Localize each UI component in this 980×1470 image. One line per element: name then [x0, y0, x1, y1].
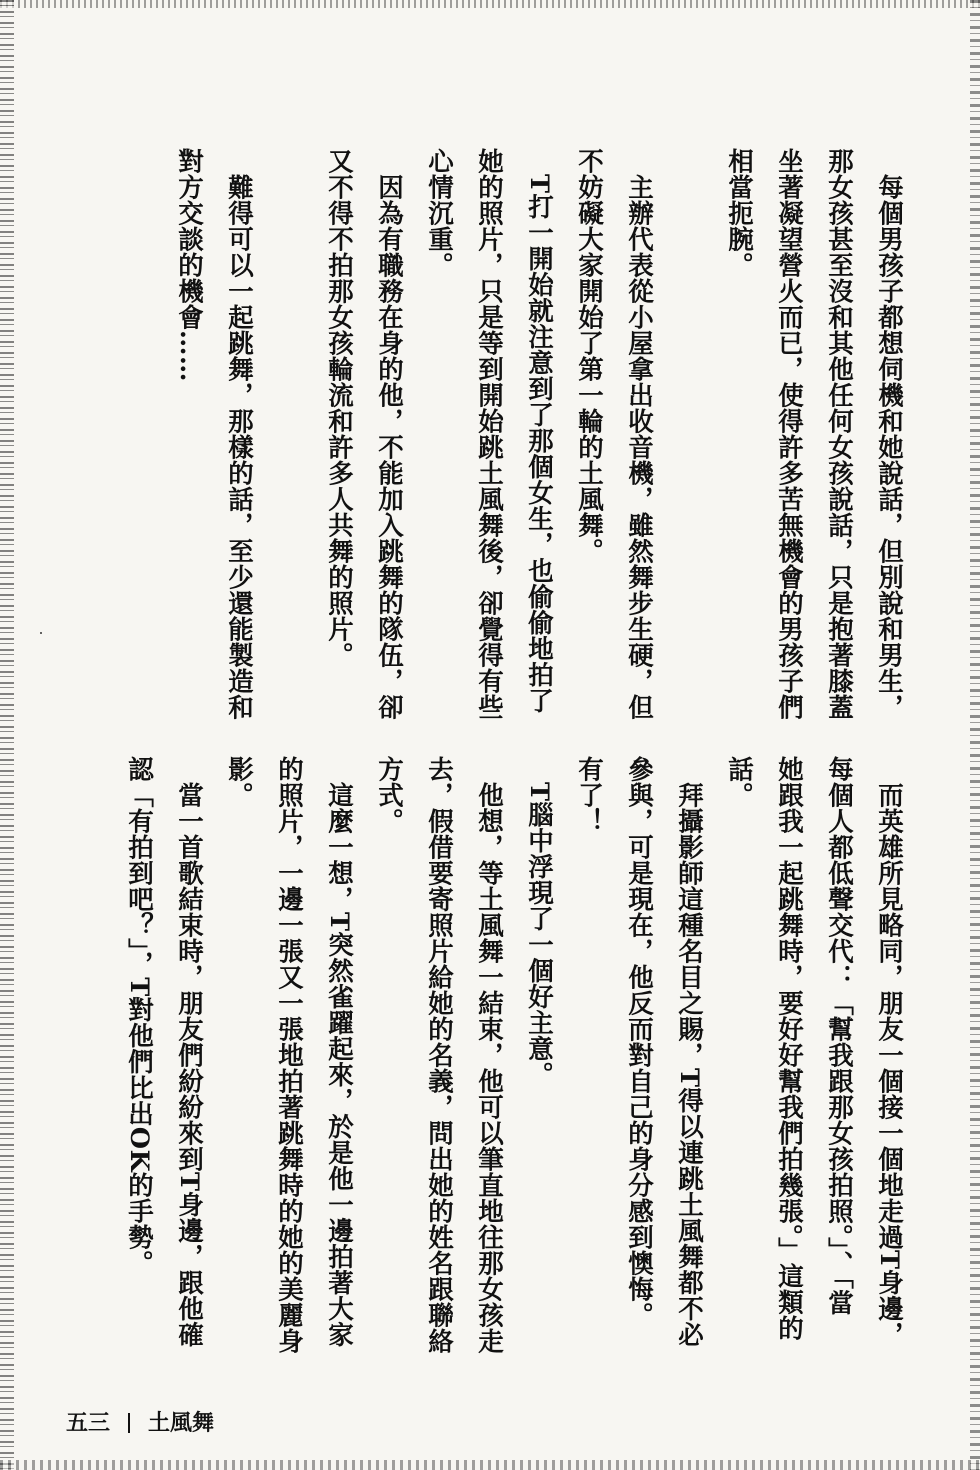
text-column: 有了！ [574, 756, 604, 834]
chapter-title: 土風舞 [148, 1410, 215, 1436]
footer-divider [128, 1413, 130, 1433]
page-edge-top [0, 0, 980, 8]
text-column: 坐著凝望營火而已，使得許多苦無機會的男孩子們 [774, 148, 804, 720]
text-column: 對方交談的機會…… [174, 148, 204, 382]
text-column: 那女孩甚至沒和其他任何女孩說話，只是抱著膝蓋 [824, 148, 854, 720]
text-column: 話。 [724, 756, 754, 808]
text-column: 每個男孩子都想伺機和她說話，但別說和男生， [874, 174, 904, 720]
page-edge-bottom [0, 1460, 980, 1470]
page-number: 五三 [66, 1410, 111, 1436]
lower-text-block [114, 756, 914, 1354]
page-footer [66, 1406, 214, 1437]
text-column: 而英雄所見略同，朋友一個接一個地走過T身邊， [874, 782, 904, 1348]
text-column: T腦中浮現了一個好主意。 [524, 782, 554, 1088]
text-column: 因為有職務在身的他，不能加入跳舞的隊伍，卻 [374, 174, 404, 720]
text-column: 拜攝影師這種名目之賜，T得以連跳土風舞都不必 [674, 782, 704, 1348]
text-column: 她跟我一起跳舞時，要好好幫我們拍幾張。」這類的 [774, 756, 804, 1342]
text-column: 去，假借要寄照片給她的名義，問出她的姓名跟聯絡 [424, 756, 454, 1354]
blank-line [664, 148, 714, 708]
text-column: 又不得不拍那女孩輪流和許多人共舞的照片。 [324, 148, 354, 668]
text-column: 當一首歌結束時，朋友們紛紛來到T身邊，跟他確 [174, 782, 204, 1348]
text-column: 難得可以一起跳舞，那樣的話，至少還能製造和 [224, 174, 254, 720]
text-column: 主辦代表從小屋拿出收音機，雖然舞步生硬，但 [624, 174, 654, 720]
text-column: 影。 [224, 756, 254, 808]
print-speck [40, 632, 42, 634]
blank-line [264, 148, 314, 708]
text-column: 方式。 [374, 756, 404, 834]
page-edge-left [0, 0, 14, 1470]
text-column: 的照片，一邊一張又一張地拍著跳舞時的她的美麗身 [274, 756, 304, 1354]
text-column: 認「有拍到吧？」，T對他們比出OK的手勢。 [124, 756, 154, 1277]
text-column: T打一開始就注意到了那個女生，也偷偷地拍了 [524, 174, 554, 714]
text-column: 他想，等土風舞一結束，他可以筆直地往那女孩走 [474, 782, 504, 1354]
text-column: 她的照片，只是等到開始跳土風舞後，卻覺得有些 [474, 148, 504, 720]
upper-text-block [164, 148, 914, 720]
text-column: 心情沉重。 [424, 148, 454, 278]
text-column: 相當扼腕。 [724, 148, 754, 278]
text-column: 這麼一想，T突然雀躍起來，於是他一邊拍著大家 [324, 782, 354, 1348]
text-column: 不妨礙大家開始了第一輪的土風舞。 [574, 148, 604, 564]
text-column: 每個人都低聲交代：「幫我跟那女孩拍照。」、「當 [824, 756, 854, 1316]
text-column: 參與，可是現在，他反而對自己的身分感到懊悔。 [624, 756, 654, 1328]
page-edge-right [970, 0, 980, 1470]
